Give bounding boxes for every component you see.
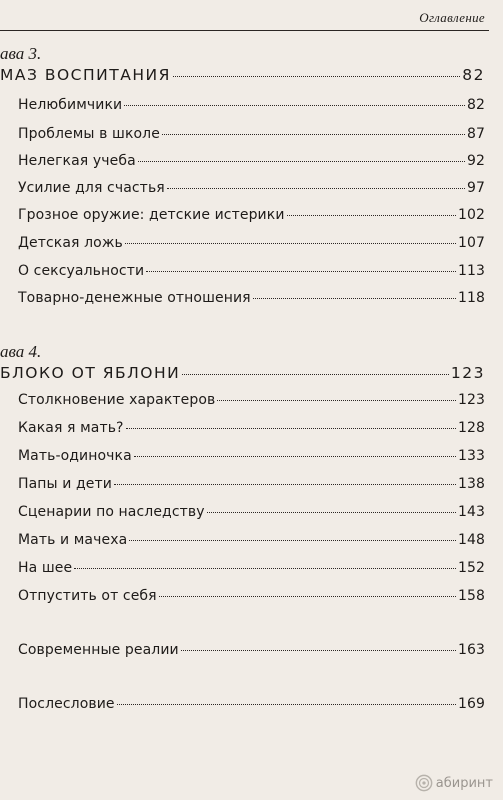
dot-leader bbox=[138, 161, 465, 162]
toc-entry bbox=[18, 696, 485, 712]
dot-leader bbox=[253, 298, 456, 299]
toc-entry bbox=[18, 392, 485, 408]
dot-leader bbox=[181, 650, 456, 651]
entry-title: Грозное оружие: детские истерики bbox=[18, 207, 285, 223]
entry-title: Современные реалии bbox=[18, 642, 179, 658]
page-number: 163 bbox=[457, 642, 485, 658]
page-number: 158 bbox=[457, 588, 485, 604]
page-number: 92 bbox=[466, 153, 485, 169]
toc-entry bbox=[18, 290, 485, 306]
dot-leader bbox=[114, 484, 456, 485]
running-header: Оглавление bbox=[419, 10, 485, 25]
dot-leader bbox=[134, 456, 456, 457]
page-number: 138 bbox=[457, 476, 485, 492]
dot-leader bbox=[124, 105, 465, 106]
page-number: 123 bbox=[450, 364, 485, 382]
page-number: 128 bbox=[457, 420, 485, 436]
toc-entry bbox=[18, 588, 485, 604]
entry-title: Мать и мачеха bbox=[18, 532, 128, 548]
toc-entry bbox=[18, 504, 485, 520]
entry-title: Послесловие bbox=[18, 696, 115, 712]
page-number: 82 bbox=[462, 66, 485, 84]
chapter-title bbox=[0, 66, 485, 84]
page-number: 113 bbox=[457, 263, 485, 279]
page-number: 148 bbox=[457, 532, 485, 548]
entry-title: Какая я мать? bbox=[18, 420, 124, 436]
entry-title: Проблемы в школе bbox=[18, 126, 160, 142]
dot-leader bbox=[159, 596, 456, 597]
page-number: 102 bbox=[457, 207, 485, 223]
entry-title: Усилие для счастья bbox=[18, 180, 165, 196]
entry-title: Папы и дети bbox=[18, 476, 112, 492]
toc-entry bbox=[18, 476, 485, 492]
toc-entry bbox=[18, 448, 485, 464]
entry-title: О сексуальности bbox=[18, 263, 145, 279]
dot-leader bbox=[129, 540, 456, 541]
toc-entry bbox=[18, 126, 485, 142]
page-number: 133 bbox=[457, 448, 485, 464]
dot-leader bbox=[182, 374, 449, 375]
page-number: 82 bbox=[466, 97, 485, 113]
toc-entry bbox=[18, 180, 485, 196]
watermark-logo bbox=[415, 774, 493, 792]
chapter-label: ава 4. bbox=[0, 342, 42, 361]
toc-entry bbox=[18, 207, 485, 223]
entry-title: Нелюбимчики bbox=[18, 97, 123, 113]
toc-entry bbox=[18, 642, 485, 658]
page-number: 118 bbox=[457, 290, 485, 306]
toc-entry bbox=[18, 235, 485, 251]
watermark-text: абиринт bbox=[435, 775, 493, 791]
toc-entry bbox=[18, 153, 485, 169]
dot-leader bbox=[217, 400, 456, 401]
dot-leader bbox=[173, 76, 460, 77]
header-rule bbox=[0, 30, 489, 31]
entry-title: Мать-одиночка bbox=[18, 448, 132, 464]
page-number: 123 bbox=[457, 392, 485, 408]
dot-leader bbox=[162, 134, 465, 135]
entry-title: Столкновение характеров bbox=[18, 392, 216, 408]
dot-leader bbox=[167, 188, 465, 189]
toc-entry bbox=[18, 560, 485, 576]
entry-title: Отпустить от себя bbox=[18, 588, 157, 604]
labyrinth-logo-icon bbox=[415, 774, 433, 792]
page-number: 107 bbox=[457, 235, 485, 251]
chapter-title bbox=[0, 364, 485, 382]
chapter-title-text: БЛОКО ОТ ЯБЛОНИ bbox=[0, 364, 181, 382]
chapter-title-text: МАЗ ВОСПИТАНИЯ bbox=[0, 66, 171, 84]
entry-title: Детская ложь bbox=[18, 235, 123, 251]
chapter-label: ава 3. bbox=[0, 44, 42, 63]
dot-leader bbox=[74, 568, 456, 569]
entry-title: Сценарии по наследству bbox=[18, 504, 205, 520]
dot-leader bbox=[117, 704, 456, 705]
toc-entry bbox=[18, 420, 485, 436]
toc-entry bbox=[18, 263, 485, 279]
toc-entry bbox=[18, 532, 485, 548]
page-number: 143 bbox=[457, 504, 485, 520]
dot-leader bbox=[287, 215, 456, 216]
entry-title: Товарно-денежные отношения bbox=[18, 290, 251, 306]
page-number: 87 bbox=[466, 126, 485, 142]
entry-title: Нелегкая учеба bbox=[18, 153, 136, 169]
entry-title: На шее bbox=[18, 560, 73, 576]
dot-leader bbox=[126, 428, 456, 429]
page-number: 152 bbox=[457, 560, 485, 576]
dot-leader bbox=[207, 512, 456, 513]
dot-leader bbox=[125, 243, 456, 244]
page-number: 97 bbox=[466, 180, 485, 196]
toc-entry bbox=[18, 97, 485, 113]
dot-leader bbox=[146, 271, 456, 272]
page-number: 169 bbox=[457, 696, 485, 712]
